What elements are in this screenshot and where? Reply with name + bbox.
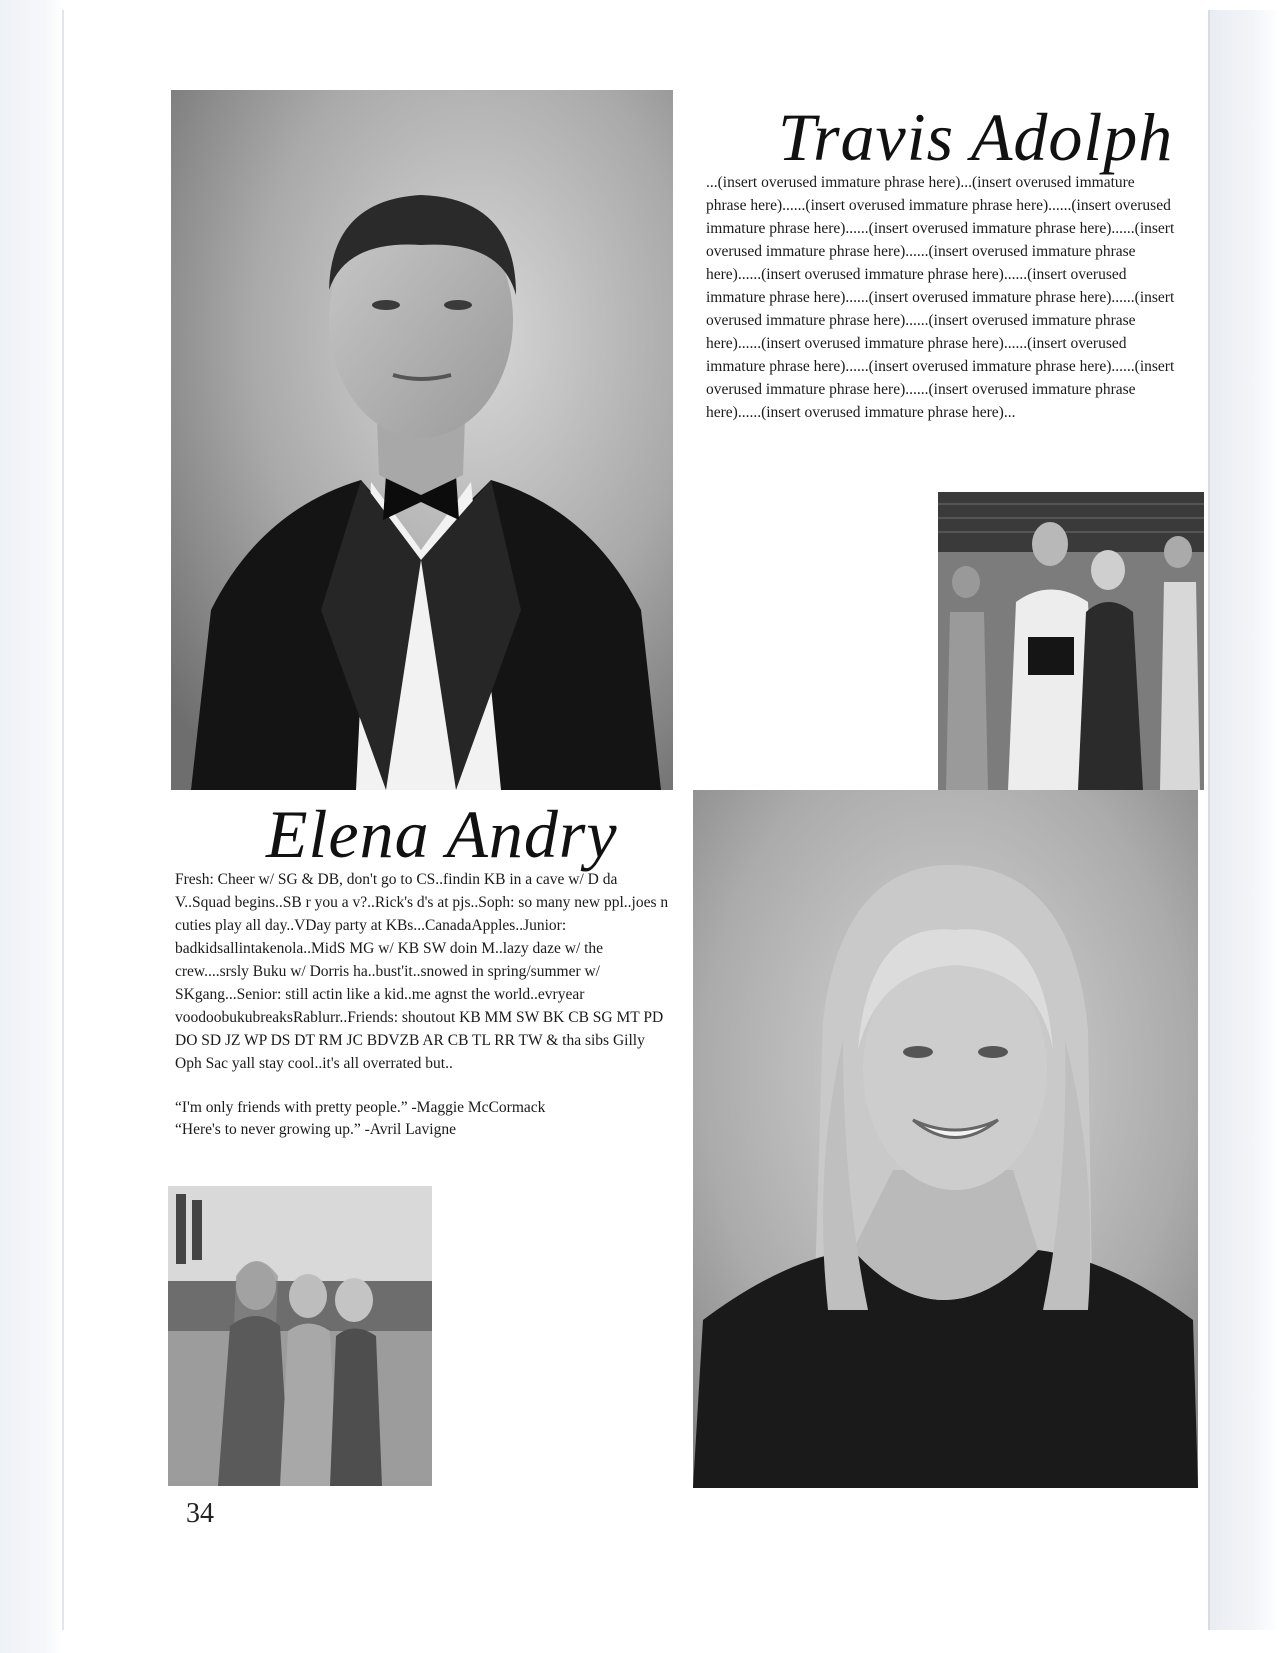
student-name-travis: Travis Adolph — [778, 99, 1174, 175]
page-edge-left — [0, 0, 62, 1653]
elena-andry-friends-photo — [168, 1186, 432, 1486]
student-bio-elena: Fresh: Cheer w/ SG & DB, don't go to CS..findin KB in a cave w/ D da V..Squad begins..SB r you a v?..Rick's d's at pjs..Soph: so many new ppl..joes n cuties play all day..VDay party at KBs...CanadaApples..Junior: badkidsallintakenola..MidS MG w/ KB SW doin M..lazy daze w/ the crew....srsly Buku w/ Dorris ha..bust'it..snowed in spring/summer w/ SKgang...Senior: still actin like a kid..me agnst the world..evryear voodoobukubreaksRablurr..Friends: shoutout KB MM SW BK CB SG MT PD DO SD JZ WP DS DT RM JC BDVZB AR CB TL RR TW & tha sibs Gilly Oph Sac yall stay cool..it's all overrated but.. — [175, 871, 669, 1072]
page-edge-right — [1208, 10, 1280, 1630]
student-bio-travis: ...(insert overused immature phrase here)...(insert overused immature phrase here)......(insert overused immature phrase here)......(insert overused immature phrase here)......(insert overused immature phrase here)......(insert overused immature phrase here)......(insert overused immature phrase here)......(insert overused immature phrase here)......(insert overused immature phrase here)......(insert overused immature phrase here)......(insert overused immature phrase here)......(insert overused immature phrase here)......(insert overused immature phrase here)......(insert overused immature phrase here)......(insert overused immature phrase here)......(insert overused immature phrase here)......(insert overused immature phrase here)......(insert overused immature phrase here)... — [706, 174, 1175, 421]
quote-line: “Here's to never growing up.” -Avril Lavigne — [175, 1121, 456, 1138]
page-edge-line-left — [62, 10, 64, 1630]
elena-quotes — [175, 1097, 675, 1141]
page-edge-line-right — [1208, 10, 1210, 1630]
travis-adolph-portrait — [171, 90, 673, 790]
travis-adolph-candid-photo — [938, 492, 1204, 790]
elena-andry-portrait — [693, 790, 1198, 1488]
student-name-elena: Elena Andry — [266, 796, 618, 872]
quote-line: “I'm only friends with pretty people.” -Maggie McCormack — [175, 1099, 546, 1116]
page-number: 34 — [186, 1498, 214, 1529]
